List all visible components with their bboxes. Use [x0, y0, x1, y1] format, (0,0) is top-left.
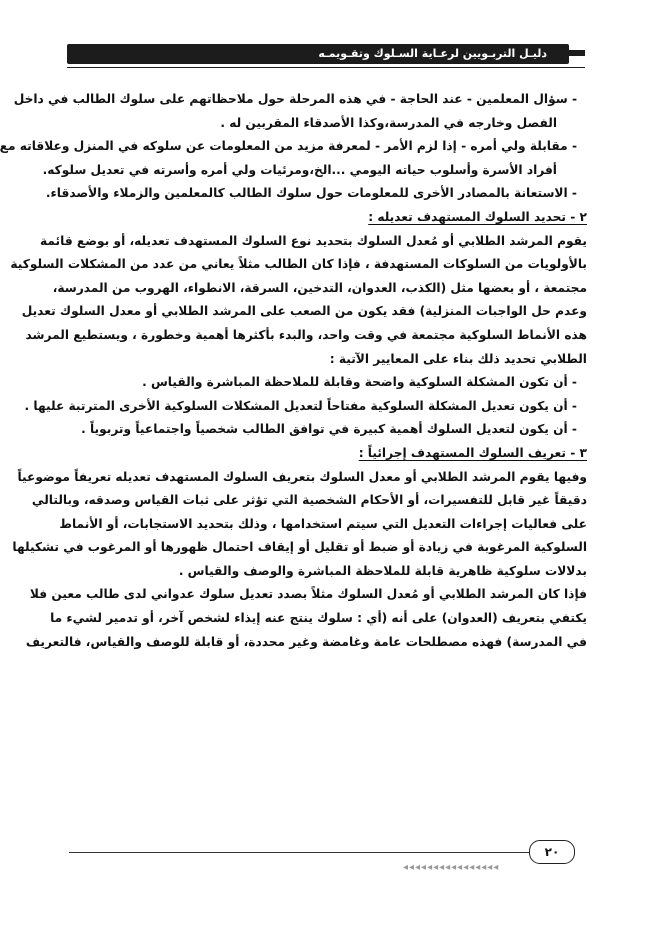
text-line: يقوم المرشد الطلابي أو مُعدل السلوك بتحديد نوع السلوك المستهدف تعديله، أو بوضع قائمة [40, 233, 587, 248]
text-line: وفيها يقوم المرشد الطلابي أو معدل السلوك بتعريف السلوك المستهدف تعديله تعريفاً موضوعياً [17, 469, 587, 484]
text-line: - الاستعانة بالمصادر الأخرى للمعلومات حول سلوك الطالب كالمعلمين والزملاء والأصدقاء. [45, 186, 577, 201]
footer-rule [69, 852, 531, 853]
text-line: - أن يكون لتعديل السلوك أهمية كبيرة في توافق الطالب شخصياً واجتماعياً وتربوياً . [81, 422, 577, 437]
text-line: يكتفي بتعريف (العدوان) على أنه (أي : سلوك ينتج عنه إيذاء لشخص آخر، أو تدمير لشيء ما [50, 611, 587, 626]
running-header-title: دليـل التربـويين لرعـاية السـلوك وتقـويمـه [318, 47, 547, 60]
text-line: - سؤال المعلمين - عند الحاجة - في هذه المرحلة حول ملاحظاتهم على سلوك الطالب في داخل [13, 92, 577, 106]
header-tail-bar [567, 50, 585, 56]
header-band [67, 44, 569, 64]
text-line: دقيقاً غير قابل للتفسيرات، أو الأحكام الشخصية التي تؤثر على ثبات القياس وصدقه، وبالتالي [31, 493, 587, 508]
text-line: بدلالات سلوكية ظاهرية قابلة للملاحظة المباشرة والوصف والقياس . [178, 563, 587, 578]
text-line: السلوكية المرغوبة في زيادة أو ضبط أو تقليل أو إيقاف احتمال ظهورها أو المرغوب في تشكيلها [12, 540, 587, 555]
chevron-decoration: ◂◂◂◂◂◂◂◂◂◂◂◂◂◂◂◂ [403, 862, 500, 873]
page-body [0, 88, 587, 654]
text-line: بالأولويات من السلوكات المستهدفة ، فإذا كان الطالب مثلاً يعاني من عدد من المشكلات السلوكية [10, 257, 587, 272]
text-line: أفراد الأسرة وأسلوب حياته اليومي ...الخ،ومرئيات ولي أمره وأسرته في تعديل سلوكه. [42, 162, 557, 177]
text-line: وعدم حل الواجبات المنزلية) فقد يكون من الصعب على المرشد الطلابي أو معدل السلوك تعديل [21, 304, 587, 319]
page-number: ٢٠ [529, 840, 575, 864]
text-line: - مقابلة ولي أمره - إذا لزم الأمر - لمعرفة مزيد من المعلومات عن سلوكه في المنزل وعلاقاته مع [0, 139, 577, 154]
text-line: الفصل وخارجه في المدرسة،وكذا الأصدقاء المقربين له . [220, 115, 557, 130]
text-line: على فعاليات إجراءات التعديل التي سيتم استخدامها ، وذلك بتحديد الاستجابات، أو الأنماط [59, 516, 587, 531]
text-line: مجتمعة ، أو بعضها مثل (الكذب، العدوان، التدخين، السرقة، الانطواء، الهروب من المدرسة، [52, 280, 587, 295]
header-rule [67, 67, 585, 68]
section-heading: ٣ - تعريف السلوك المستهدف إجرائياً : [358, 445, 587, 460]
text-line: الطلابي تحديد ذلك بناء على المعايير الآتية : [329, 351, 587, 366]
section-heading: ٢ - تحديد السلوك المستهدف تعديله : [368, 209, 587, 224]
text-line: هذه الأنماط السلوكية مجتمعة في وقت واحد، والبدء بأكثرها أهمية وخطورة ، ويستطيع المرشد [25, 327, 587, 342]
text-line: فإذا كان المرشد الطلابي أو مُعدل السلوك مثلاً بصدد تعديل سلوك عدواني لدى طالب معين فلا [29, 587, 587, 602]
text-line: في المدرسة) فهذه مصطلحات عامة وغامضة وغير محددة، أو قابلة للوصف والقياس، فالتعريف [25, 634, 587, 649]
text-line: - أن يكون تعديل المشكلة السلوكية مفتاحاً لتعديل المشكلات السلوكية الأخرى المترتبة عليها . [24, 398, 577, 413]
text-line: - أن تكون المشكلة السلوكية واضحة وقابلة للملاحظة المباشرة والقياس . [142, 375, 577, 390]
